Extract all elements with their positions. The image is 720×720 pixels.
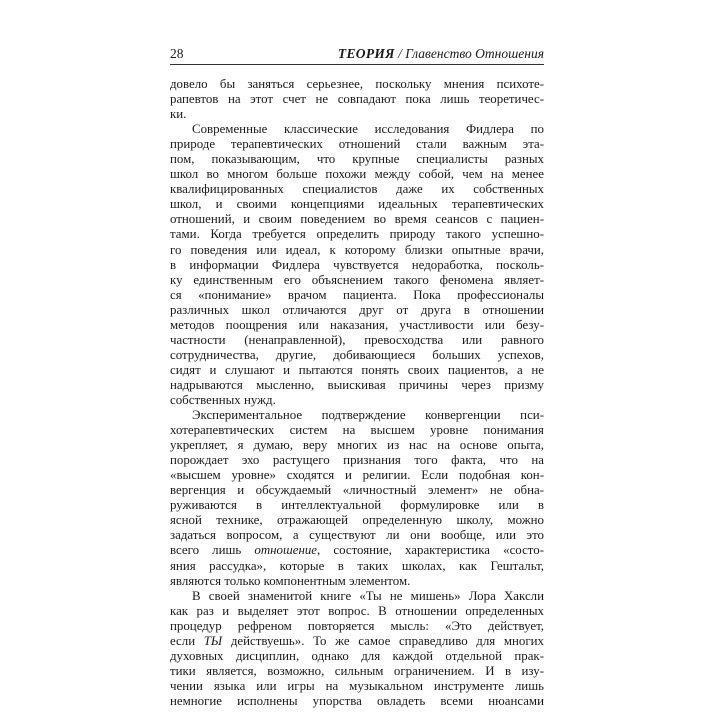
text-line: вергенция и обсуждаемый «личностный элемент» не обна- — [170, 483, 544, 498]
text-line: ки. — [170, 107, 187, 122]
running-header — [170, 44, 544, 65]
text-line: порождает эхо растущего признания того факта, что на — [170, 453, 544, 468]
text-line: являются только компонентным элементом. — [170, 573, 411, 588]
text-line: рапевтов на этот счет не совпадают пока лишь теоретичес- — [170, 92, 544, 107]
text-line: сотрудничества, другие, добивающиеся больших успехов, — [170, 347, 544, 362]
text-line: Современные классические исследования Фидлера по — [192, 122, 544, 137]
text-line: чении языка или игры на музыкальном инструменте лишь — [170, 678, 544, 693]
text-line: ку единственным его объяснением такого феномена являет- — [170, 272, 544, 287]
running-title-chapter: / Главенство Отношения — [394, 46, 544, 61]
text-segment: всего лишь — [170, 543, 255, 558]
text-line: природе терапевтических отношений стали важным эта- — [170, 137, 544, 152]
text-line: немногие исполнены упорства овладеть всеми нюансами — [170, 693, 544, 708]
text-line: школ, и своими концепциями идеальных терапевтических — [170, 197, 544, 212]
text-segment: если — [170, 633, 204, 648]
text-line: методов поощрения или наказания, участливости или безу- — [170, 317, 544, 332]
text-line: сидят и слушают и пытаются понять своих пациентов, а не — [170, 362, 544, 377]
text-line: в информации Фидлера чувствуется недоработка, посколь- — [170, 257, 544, 272]
text-line: частности (ненаправленной), превосходства или равного — [170, 332, 544, 347]
text-line: В своей знаменитой книге «Ты не мишень» Лора Хаксли — [192, 588, 544, 603]
text-line: Экспериментальное подтверждение конвергенции пси- — [192, 408, 544, 423]
text-line: пом, показывающим, что крупные специалисты разных — [170, 152, 544, 167]
text-line: надрываются мысленно, выискивая причины через призму — [170, 377, 544, 392]
text-line: ясной технике, отражающей определенную школу, можно — [170, 513, 544, 528]
text-line: задаться вопросом, а существуют ли они вообще, или это — [170, 528, 544, 543]
text-line: процедур рефреном повторяется мысль: «Это действует, — [170, 618, 544, 633]
text-line: укрепляет, я думаю, веру многих из нас на основе опыта, — [170, 438, 544, 453]
text-line: собственных нужд. — [170, 392, 276, 407]
emphasis-text: ТЫ — [203, 633, 223, 648]
running-title-section: ТЕОРИЯ — [337, 46, 395, 61]
text-line: школ во многом больше похожи между собой, чем на менее — [170, 167, 544, 182]
text-line: квалифицированных специалистов даже их собственных — [170, 182, 544, 197]
text-line: го поведения или идеал, к которому близки опытные врачи, — [170, 242, 544, 257]
text-line: яния рассудка», которые в таких школах, как Гештальт, — [170, 558, 544, 573]
body-text — [170, 77, 544, 709]
text-line: тами. Когда требуется определить природу такого успешно- — [170, 227, 544, 242]
text-segment: , состояние, характеристика «состо- — [317, 543, 544, 558]
page-number: 28 — [170, 46, 184, 61]
text-line: тики является, возможно, сильным ограничением. И в изу- — [170, 663, 544, 678]
text-line: духовных дисциплин, однако для каждой отдельной прак- — [170, 648, 544, 663]
text-line: «высшем уровне» сходятся и религии. Если подобная кон- — [170, 468, 544, 483]
emphasis-text: отношение — [254, 543, 318, 558]
text-line — [170, 543, 544, 558]
text-line: хотерапевтических систем на высшем уровне понимания — [170, 423, 544, 438]
text-segment: действуешь». То же самое справедливо для многих — [222, 633, 544, 648]
text-line: отношений, и своим поведением во время сеансов с пациен- — [170, 212, 544, 227]
text-line: как раз и выделяет этот вопрос. В отношении определенных — [170, 603, 544, 618]
running-title — [338, 46, 544, 62]
text-line: довело бы заняться серьезнее, поскольку мнения психоте- — [170, 77, 544, 91]
text-line: руживаются в интеллектуальной формулировке или в — [170, 498, 544, 513]
text-line — [170, 634, 544, 649]
text-line: ся «понимание» врачом пациента. Пока профессионалы — [170, 287, 544, 302]
text-line: различных школ отличаются друг от друга в отношении — [170, 302, 544, 317]
